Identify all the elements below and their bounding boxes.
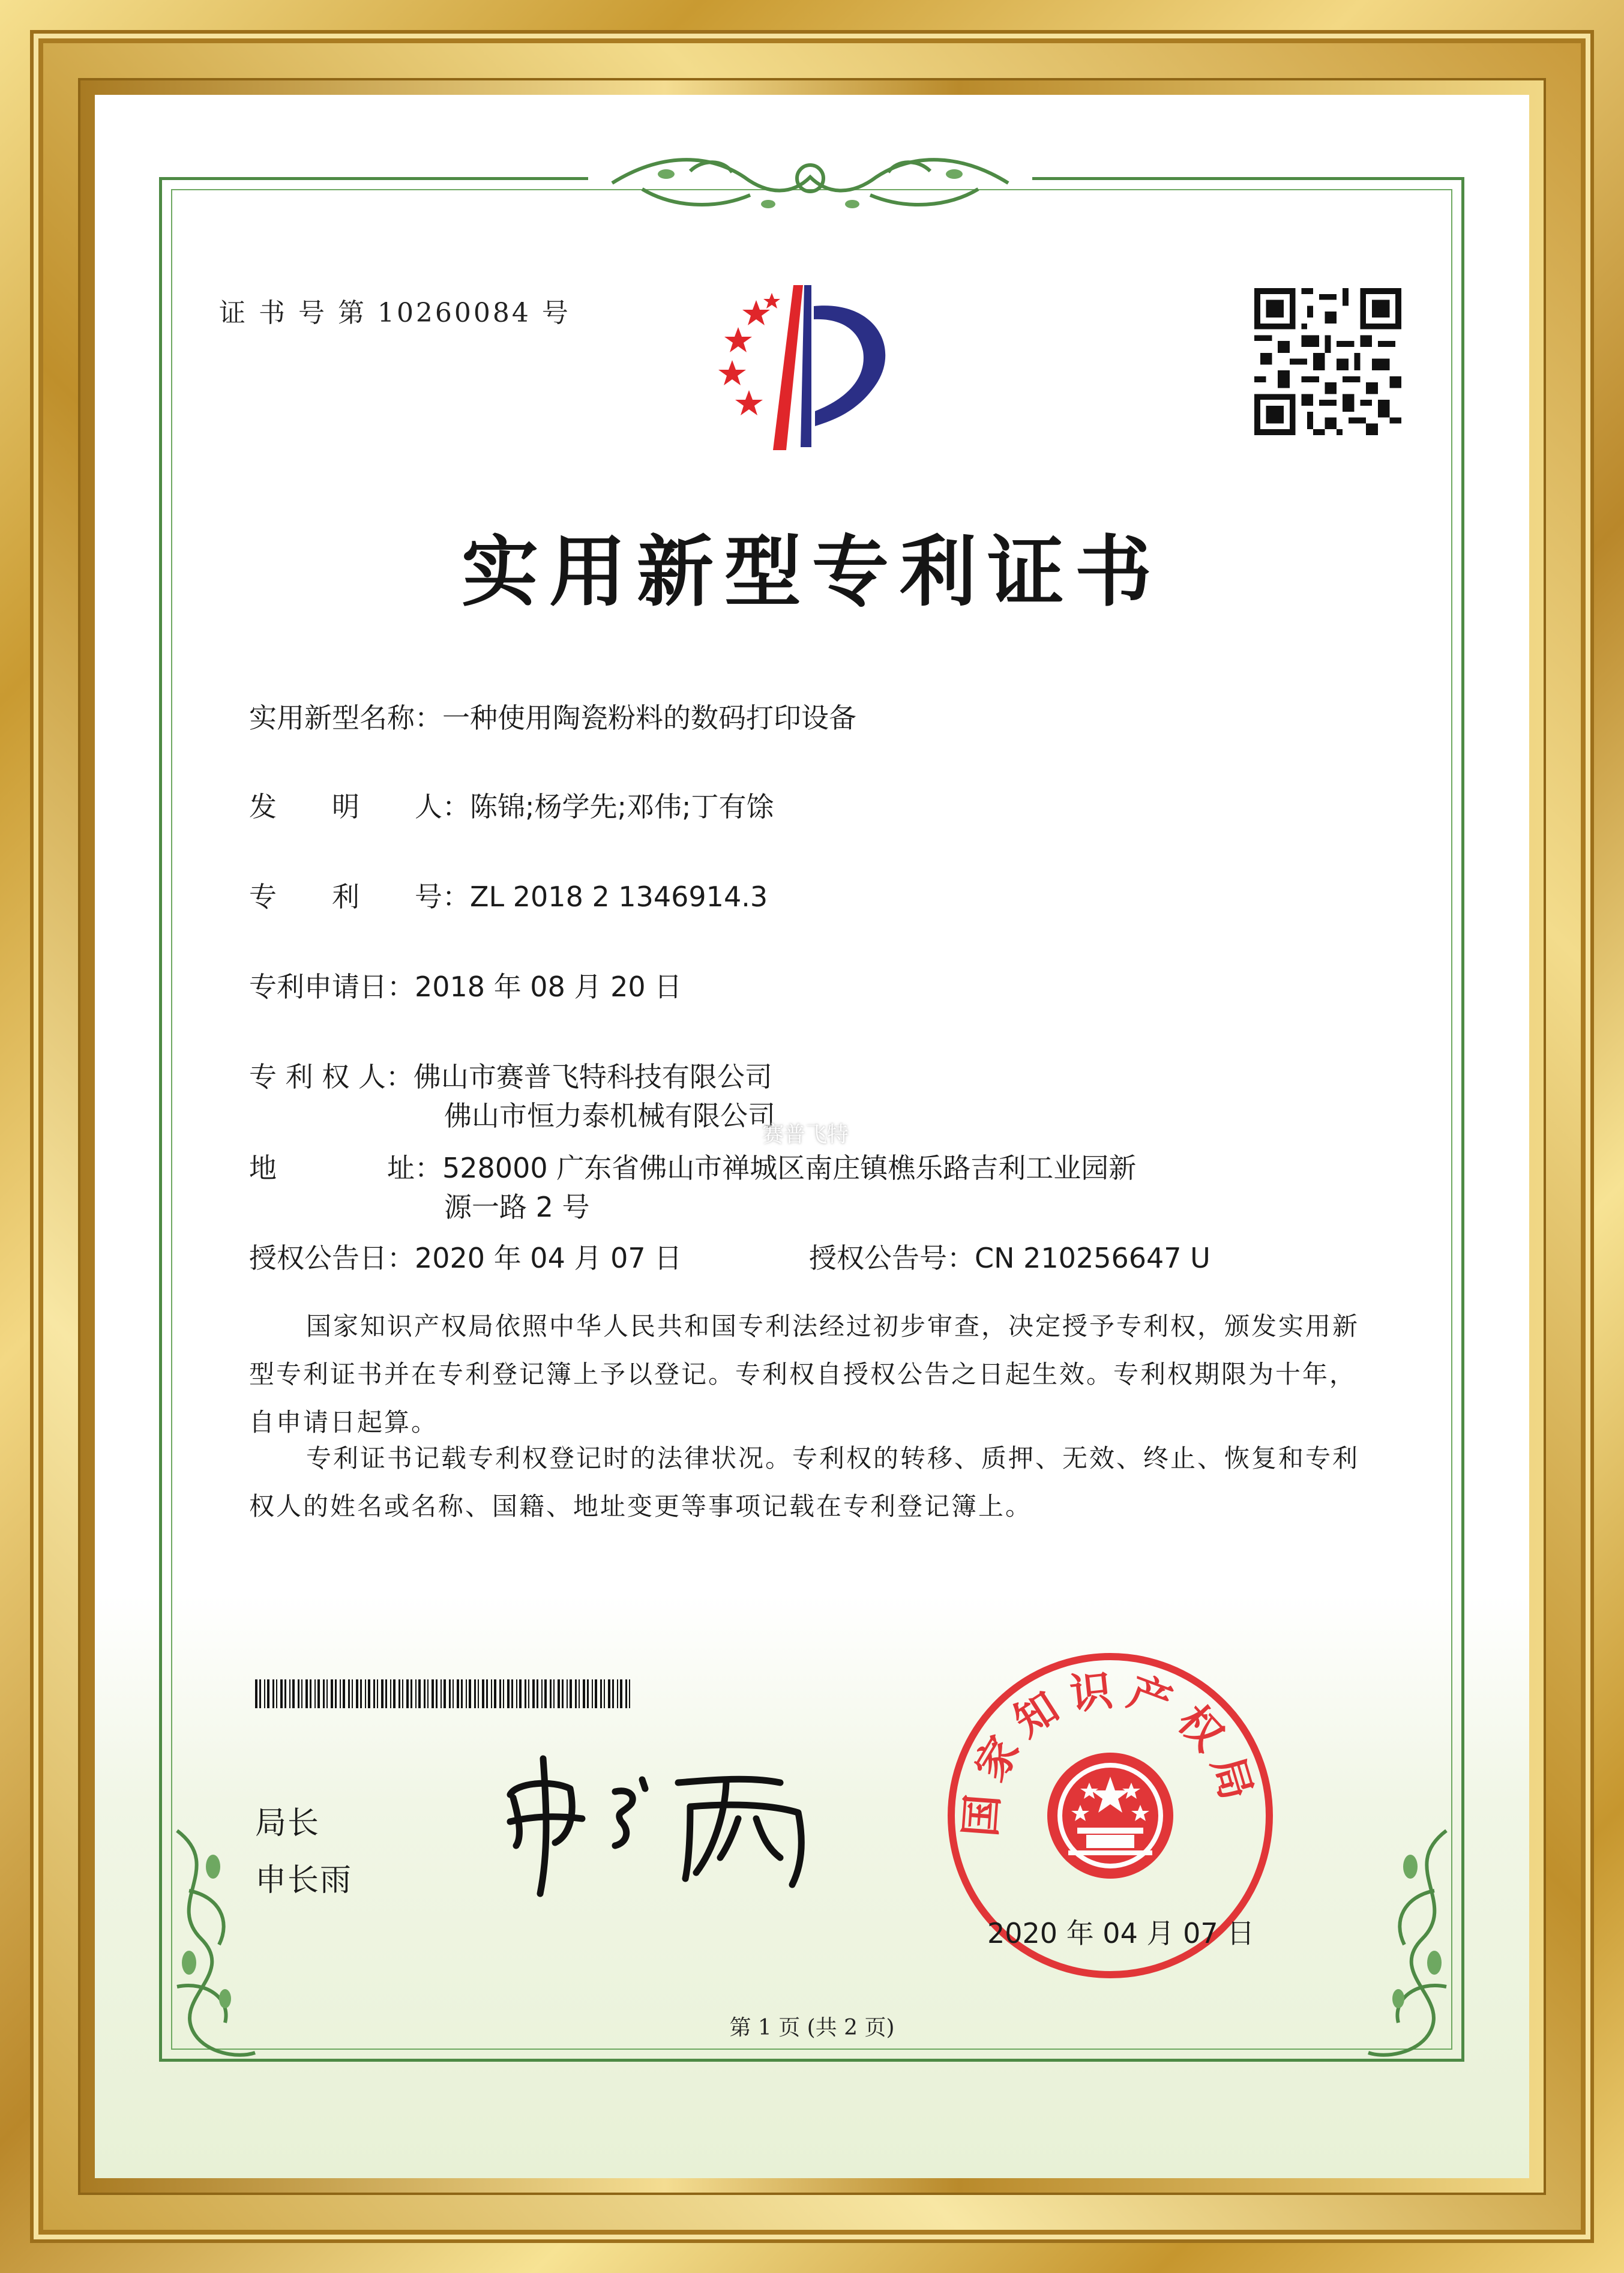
qr-code-icon [1254,288,1401,435]
address-line-2: 源一路 2 号 [444,1191,590,1223]
field-label: 专 利 号： [249,881,470,913]
certificate-number: 证 书 号 第 10260084 号 [219,298,571,328]
seal-date: 2020 年 04 月 07 日 [987,1917,1255,1949]
announcement-date-row [249,1236,682,1276]
patentee-1: 佛山市赛普飞特科技有限公司 [413,1061,772,1093]
patentee-2: 佛山市恒力泰机械有限公司 [444,1100,775,1132]
barcode-icon [255,1679,633,1708]
utility-model-name: 一种使用陶瓷粉料的数码打印设备 [442,702,856,734]
director-signature-icon [498,1747,822,1903]
field-label: 实用新型名称： [249,702,442,734]
page-title: 实用新型专利证书 [461,527,1162,617]
announcement-number: CN 210256647 U [975,1242,1210,1274]
field-label: 地 址： [249,1152,442,1184]
field-label: 专 利 权 人： [249,1061,414,1093]
seal-text: 国家知识产权局 [955,1664,1265,1838]
statement-paragraph-1: 国家知识产权局依照中华人民共和国专利法经过初步审查，决定授予专利权，颁发实用新型专利证书并在专利登记簿上予以登记。专利权自授权公告之日起生效。专利权期限为十年，自申请日起算。 [249,1311,1360,1437]
page-number: 第 1 页 (共 2 页) [729,2016,895,2040]
announcement-date: 2020 年 04 月 07 日 [415,1242,682,1274]
filing-date-row [249,965,682,1005]
director-name: 申长雨 [255,1862,353,1898]
address-line-1: 528000 广东省佛山市禅城区南庄镇樵乐路吉利工业园新 [442,1152,1137,1184]
cnipa-logo-icon [696,276,924,456]
filing-date: 2018 年 08 月 20 日 [415,971,682,1003]
director-title: 局长 [255,1805,320,1841]
patentee-row [249,1055,772,1095]
utility-model-name-row [249,696,856,736]
patent-number: ZL 2018 2 1346914.3 [470,881,768,913]
inventors: 陈锦;杨学先;邓伟;丁有馀 [470,790,774,823]
inventors-row [249,785,774,825]
field-label: 发 明 人： [249,790,470,823]
watermark: 赛普飞特 [762,1122,849,1147]
patent-number-row [249,875,768,915]
field-label: 专利申请日： [249,971,415,1003]
announcement-number-row [809,1236,1210,1276]
field-label: 授权公告号： [809,1242,975,1274]
statement-paragraph-2: 专利证书记载专利权登记时的法律状况。专利权的转移、质押、无效、终止、恢复和专利权人的姓名或名称、国籍、地址变更等事项记载在专利登记簿上。 [249,1444,1360,1521]
address-row [249,1146,1136,1186]
field-label: 授权公告日： [249,1242,415,1274]
top-floral-ornament-icon [588,141,1032,225]
